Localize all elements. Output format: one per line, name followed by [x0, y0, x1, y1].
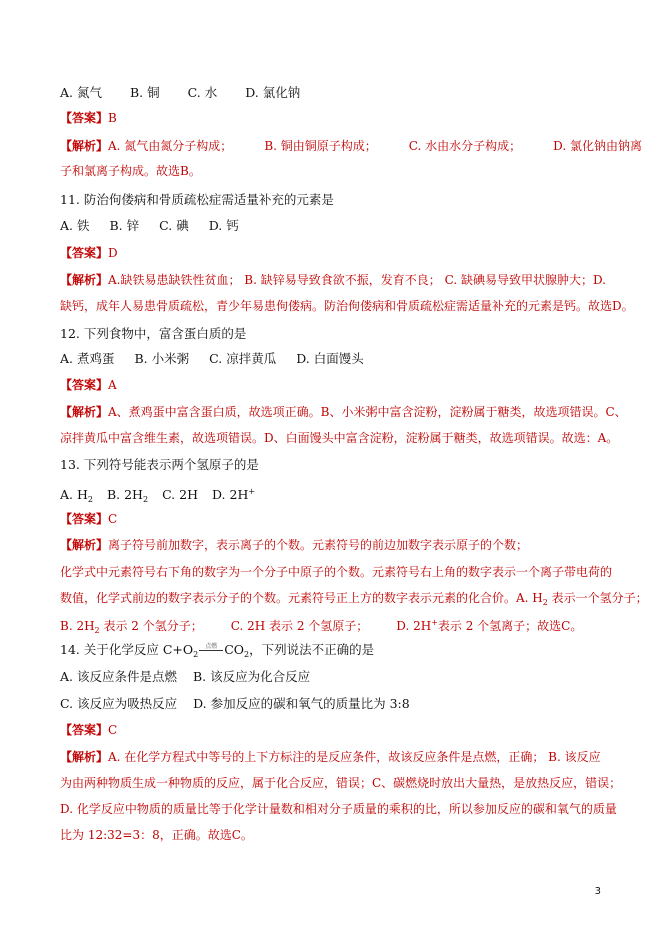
q11-options — [60, 218, 239, 234]
q12-option-c: C. 凉拌黄瓜 — [209, 351, 277, 366]
q14-analysis-line-2: 为由两种物质生成一种物质的反应，属于化合反应，错误；C、碳燃烧时放出大量热，是放热反应，错误； — [60, 776, 622, 790]
q10-analysis-line-2: 子和氯离子构成。故选B。 — [60, 164, 201, 178]
q13-analysis-line-1: 【解析】离子符号前加数字，表示离子的个数。元素符号的前边加数字表示原子的个数； — [60, 538, 529, 552]
q11-answer-value: D — [108, 246, 118, 260]
q10-options — [60, 85, 300, 101]
q13-analysis-line-4: B. $2H_2$ 表示 2 个氢分子； C. 2H 表示 2 个氢原子； D. 2H+表示 2 个氢离子；故选C。 — [60, 618, 583, 635]
q14-option-d: D. 参加反应的碳和氧气的质量比为 3:8 — [193, 696, 410, 711]
q14-analysis-line-4: 比为 12:32=3：8，正确。故选C。 — [60, 828, 253, 842]
q10-option-b: B. 铜 — [129, 85, 160, 100]
q12-option-d: D. 白面馒头 — [296, 351, 364, 366]
q13-option-c: C. 2H — [162, 487, 198, 502]
q10-option-c: C. 水 — [187, 85, 218, 100]
reaction-arrow-icon — [198, 642, 224, 656]
q10-option-d: D. 氯化钠 — [245, 85, 301, 100]
q14-analysis-line-3: D. 化学反应中物质的质量比等于化学计量数和相对分子质量的乘积的比，所以参加反应的碳和氧气的质量 — [60, 802, 617, 816]
q14-options-row-1 — [60, 669, 310, 685]
q12-answer-value: A — [108, 378, 117, 392]
q14-stem: 14. 关于化学反应 $C+O_2$ 点燃 $CO_2$，下列说法不正确的是 — [60, 642, 374, 663]
q14-option-b: B. 该反应为化合反应 — [192, 669, 311, 684]
q14-answer: 【答案】C — [60, 723, 118, 737]
q13-options — [60, 484, 255, 508]
q13-answer: 【答案】C — [60, 512, 118, 526]
q12-option-a: A. 煮鸡蛋 — [60, 351, 115, 366]
q11-analysis-line-1: 【解析】A.缺铁易患缺铁性贫血； B. 缺锌易导致食欲不振，发育不良； C. 缺碘易导致甲状腺肿大；D. — [60, 273, 606, 287]
q13-analysis-line-2: 化学式中元素符号右下角的数字为一个分子中原子的个数。元素符号右上角的数字表示一个离子带电荷的 — [60, 565, 613, 579]
q12-options — [60, 351, 364, 367]
q13-option-d: D. 2H+ — [211, 487, 256, 502]
q11-option-d: D. 钙 — [208, 218, 239, 233]
q14-option-c: C. 该反应为吸热反应 — [60, 696, 178, 711]
q11-option-c: C. 碘 — [159, 218, 189, 233]
page-number: 3 — [594, 886, 601, 897]
q13-stem: 13. 下列符号能表示两个氢原子的是 — [60, 457, 259, 472]
q13-answer-value: C — [108, 512, 118, 526]
q13-analysis-line-3: 数值，化学式前边的数字表示分子的个数。元素符号正上方的数字表示元素的化合价。A. $H_2$ 表示一个氢分子； — [60, 591, 648, 607]
q11-stem: 11. 防治佝偻病和骨质疏松症需适量补充的元素是 — [60, 192, 334, 207]
q14-answer-value: C — [108, 723, 118, 737]
q11-option-b: B. 锌 — [109, 218, 140, 233]
q13-option-a: A. $H_2$ — [60, 487, 93, 504]
q11-option-a: A. 铁 — [60, 218, 90, 233]
q10-analysis-line-1: 【解析】A. 氮气由氮分子构成； B. 铜由铜原子构成； C. 水由水分子构成； D. 氯化钠由钠离 — [60, 139, 642, 153]
q14-analysis-line-1: 【解析】A. 在化学方程式中等号的上下方标注的是反应条件，故该反应条件是点燃，正确； B. 该反应 — [60, 750, 601, 764]
q10-answer: 【答案】B — [60, 111, 117, 125]
q12-stem: 12. 下列食物中，富含蛋白质的是 — [60, 326, 247, 341]
q14-option-a: A. 该反应条件是点燃 — [60, 669, 177, 684]
q12-answer: 【答案】A — [60, 378, 117, 392]
q13-option-b: B. $2H_2$ — [106, 487, 149, 504]
q10-option-a: A. 氮气 — [60, 85, 102, 100]
q12-analysis-line-2: 凉拌黄瓜中富含维生素，故选项错误。D、白面馒头中富含淀粉，淀粉属于糖类，故选项错误。故选：A。 — [60, 431, 619, 445]
q12-analysis-line-1: 【解析】A、煮鸡蛋中富含蛋白质，故选项正确。B、小米粥中富含淀粉，淀粉属于糖类，故选项错误。C、 — [60, 405, 627, 419]
q11-analysis-line-2: 缺钙，成年人易患骨质疏松，青少年易患佝偻病。防治佝偻病和骨质疏松症需适量补充的元素是钙。故选D。 — [60, 299, 634, 313]
q11-answer: 【答案】D — [60, 246, 118, 260]
q10-answer-value: B — [108, 111, 117, 125]
q14-options-row-2 — [60, 696, 410, 712]
reaction-condition-label: 点燃 — [205, 643, 218, 650]
q12-option-b: B. 小米粥 — [134, 351, 190, 366]
